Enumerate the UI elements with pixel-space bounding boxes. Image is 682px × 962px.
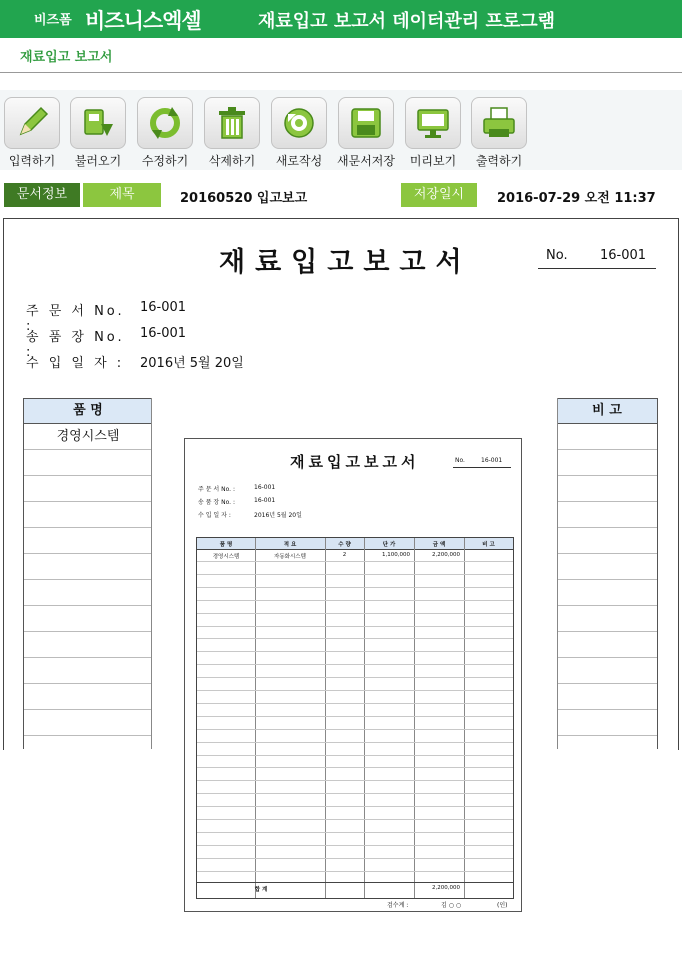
document-title: 재료입고보고서 [219,247,472,278]
note-cell[interactable] [557,424,657,450]
new-button-label: 새로작성 [275,154,323,168]
item-column-header: 품 명 [24,398,152,424]
preview-row-line [197,638,513,639]
preview-col-item: 품 명 [219,542,233,548]
title-tag: 제목 [83,183,161,207]
note-cell[interactable] [557,658,657,684]
preview-row-line [197,677,513,678]
pencil-icon [13,104,51,142]
column-divider [151,398,152,749]
input-button-label: 입력하기 [8,154,56,168]
preview-col-note: 비 고 [482,542,495,548]
preview-row-line [197,767,513,768]
preview-row-line [197,716,513,717]
note-cell[interactable] [557,580,657,606]
preview-title: 재료입고보고서 [290,453,420,471]
note-cell[interactable] [557,606,657,632]
preview-field-label: 송 품 장 No. : [198,499,235,506]
preview-total-value: 2,200,000 [432,885,460,891]
document-no [538,246,656,269]
save-new-button[interactable] [336,97,396,169]
preview-row-line [197,858,513,859]
trash-icon [213,104,251,142]
preview-row1-price: 1,100,000 [382,552,410,558]
header-brand: 비즈니스엑셀 [85,9,201,33]
preview-no-label: No. [455,457,465,464]
preview-row-line [197,729,513,730]
preview-col-desc: 적 요 [283,542,297,548]
note-cell[interactable] [557,632,657,658]
note-cell[interactable] [557,528,657,554]
preview-no [453,457,511,468]
preview-row-line [197,742,513,743]
app-title: 재료입고 보고서 데이터관리 프로그램 [258,11,556,32]
divider [0,72,682,73]
print-button[interactable] [469,97,529,169]
item-cell[interactable] [24,580,152,606]
preview-row-line [197,819,513,820]
delete-button-label: 삭제하기 [208,154,256,168]
preview-row-line [197,651,513,652]
preview-row-line [197,613,513,614]
save-new-button-label: 새문서저장 [337,154,395,168]
item-cell[interactable] [24,632,152,658]
preview-row-line [197,780,513,781]
item-cell[interactable] [24,528,152,554]
save-icon [347,104,385,142]
note-cell[interactable] [557,684,657,710]
new-button[interactable] [269,97,329,169]
preview-col-price: 단 가 [382,542,396,548]
preview-col-qty: 수 량 [338,542,351,548]
inspector-name: 김 ○ ○ [441,902,462,909]
saved-tag: 저장일시 [401,183,477,207]
edit-button[interactable] [135,97,195,169]
preview-row-line [197,832,513,833]
preview-button[interactable] [403,97,463,169]
title-value[interactable]: 20160520 입고보고 [180,191,308,206]
item-column [23,398,152,749]
saved-value: 2016-07-29 오전 11:37 [497,191,656,206]
note-cell[interactable] [557,502,657,528]
monitor-icon [414,104,452,142]
invoice-no-label: 송 품 장 No. : [26,330,125,360]
doc-info-tag: 문서정보 [4,183,80,207]
header-small-brand: 비즈폼 [34,13,72,28]
preview-field-value: 16-001 [254,497,276,504]
document-no-label: No. [546,248,568,263]
preview-total-label: 합 계 [254,887,268,893]
preview-row1-amount: 2,200,000 [432,552,460,558]
delete-button[interactable] [202,97,262,169]
load-icon [79,104,117,142]
note-cell[interactable] [557,450,657,476]
note-cell[interactable] [557,476,657,502]
invoice-no-value[interactable]: 16-001 [140,326,187,341]
preview-row-line [197,664,513,665]
preview-row-line [197,806,513,807]
preview-field [198,484,276,493]
preview-row-line [197,600,513,601]
inspector-label: 검수계 : [387,902,409,909]
note-column [557,398,658,749]
preview-row-line [197,755,513,756]
column-divider [557,398,558,749]
import-date-value[interactable]: 2016년 5월 20일 [140,356,244,371]
item-cell[interactable] [24,658,152,684]
page-subtitle: 재료입고 보고서 [20,50,113,65]
load-button-label: 불러오기 [74,154,122,168]
load-button[interactable] [68,97,128,169]
preview-field [198,497,276,506]
print-button-label: 출력하기 [475,154,523,168]
refresh-icon [146,104,184,142]
note-column-header: 비 고 [557,398,657,424]
printer-icon [480,104,518,142]
item-cell[interactable] [24,476,152,502]
item-cell[interactable] [24,450,152,476]
order-no-value[interactable]: 16-001 [140,300,187,315]
input-button[interactable] [2,97,62,169]
seal-mark: (인) [497,902,508,909]
item-cell[interactable] [24,554,152,580]
preview-row-line [197,561,513,562]
preview-row1-desc: 자동화시스템 [274,554,306,560]
import-date-label: 수 입 일 자 : [26,356,125,371]
note-cell[interactable] [557,554,657,580]
preview-row-line [197,587,513,588]
preview-col-amount: 금 액 [432,542,446,548]
preview-row1-qty: 2 [342,552,347,558]
preview-row-line [197,626,513,627]
preview-table [196,537,514,899]
note-cell[interactable] [557,710,657,736]
print-preview [184,438,522,912]
app-header [0,0,682,38]
preview-row1-item: 경영시스템 [212,554,240,560]
preview-total-line [197,882,513,883]
preview-row-line [197,574,513,575]
new-icon [280,104,318,142]
order-no-label: 주 문 서 No. : [26,304,125,334]
preview-field [198,510,302,519]
preview-row-line [197,703,513,704]
item-cell[interactable] [24,710,152,736]
preview-no-value: 16-001 [481,457,503,464]
edit-button-label: 수정하기 [141,154,189,168]
item-cell[interactable] [24,502,152,528]
preview-field-label: 주 문 서 No. : [198,486,235,493]
preview-field-value: 16-001 [254,484,276,491]
item-cell[interactable] [24,684,152,710]
preview-row-line [197,845,513,846]
preview-row-line [197,690,513,691]
preview-button-label: 미리보기 [409,154,457,168]
item-cell[interactable]: 경영시스템 [24,424,152,450]
document-no-value[interactable]: 16-001 [600,248,647,263]
preview-row-line [197,793,513,794]
import-date-field [26,352,244,371]
preview-field-value: 2016년 5월 20일 [254,512,302,519]
item-cell[interactable] [24,606,152,632]
preview-row-line [197,871,513,872]
preview-field-label: 수 입 일 자 : [198,512,231,519]
